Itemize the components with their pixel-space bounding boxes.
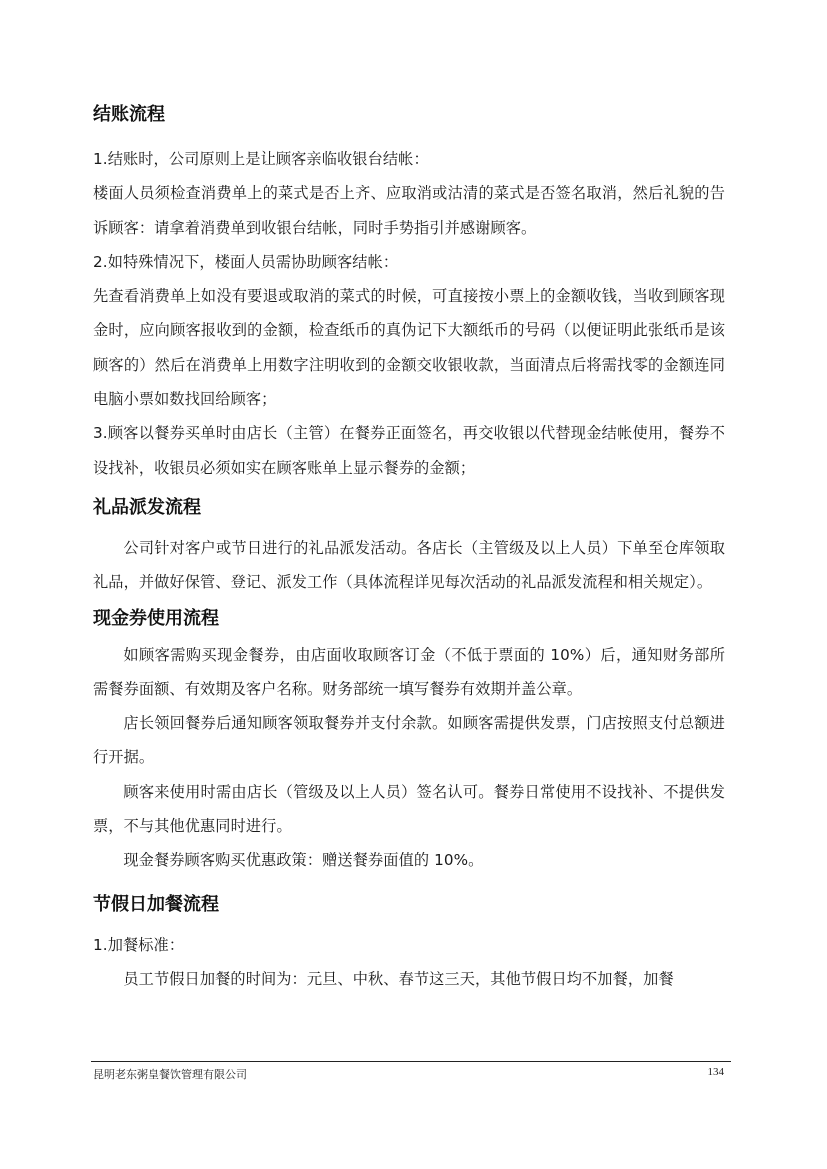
checkout-paragraph-2: 楼面人员须检查消费单上的菜式是否上齐、应取消或沽清的菜式是否签名取消，然后礼貌的告诉顾客：请拿着消费单到收银台结帐，同时手势指引并感谢顾客。: [93, 184, 725, 237]
checkout-paragraph-4: 先查看消费单上如没有要退或取消的菜式的时候，可直接按小票上的金额收钱，当收到顾客现金时，应向顾客报收到的金额，检查纸币的真伪记下大额纸币的号码（以便证明此张纸币是该顾客的）然后在消费单上用数字注明收到的金额交收银收款，当面清点后将需找零的金额连同电脑小票如数找回给顾客；: [93, 287, 725, 409]
footer-divider: [91, 1061, 731, 1062]
vouchers-paragraph-3: 顾客来使用时需由店长（管级及以上人员）签名认可。餐券日常使用不设找补、不提供发票，不与其他优惠同时进行。: [93, 782, 725, 836]
gifts-paragraph-1: 公司针对客户或节日进行的礼品派发活动。各店长（主管级及以上人员）下单至仓库领取礼品，并做好保管、登记、派发工作（具体流程详见每次活动的礼品派发流程和相关规定）。: [93, 538, 725, 592]
document-body: [93, 96, 725, 996]
checkout-paragraph-3: 2.如特殊情况下，楼面人员需协助顾客结帐：: [93, 252, 399, 271]
vouchers-paragraph-2: 店长领回餐券后通知顾客领取餐券并支付余款。如顾客需提供发票，门店按照支付总额进行开据。: [93, 714, 725, 767]
holiday-paragraph-1: 1.加餐标准：: [93, 935, 185, 954]
footer-page-number: 134: [707, 1066, 724, 1078]
checkout-paragraph-1: 1.结账时，公司原则上是让顾客亲临收银台结帐：: [93, 150, 429, 168]
section-title-vouchers: 现金券使用流程: [93, 607, 219, 629]
vouchers-paragraph-1: 如顾客需购买现金餐券，由店面收取顾客订金（不低于票面的 10%）后，通知财务部所需餐券面额、有效期及客户名称。财务部统一填写餐券有效期并盖公章。: [93, 645, 725, 698]
checkout-paragraph-5: 3.顾客以餐券买单时由店长（主管）在餐券正面签名，再交收银以代替现金结帐使用，餐券不设找补，收银员必须如实在顾客账单上显示餐券的金额；: [93, 424, 725, 477]
section-title-checkout: 结账流程: [93, 104, 165, 125]
footer-company-name: 昆明老东粥皇餐饮管理有限公司: [93, 1068, 247, 1081]
holiday-paragraph-2: 员工节假日加餐的时间为：元旦、中秋、春节这三天，其他节假日均不加餐，加餐: [123, 969, 674, 988]
vouchers-paragraph-4: 现金餐券顾客购买优惠政策：赠送餐券面值的 10%。: [123, 851, 484, 870]
section-title-gifts: 礼品派发流程: [93, 496, 201, 518]
section-title-holiday: 节假日加餐流程: [93, 893, 219, 915]
